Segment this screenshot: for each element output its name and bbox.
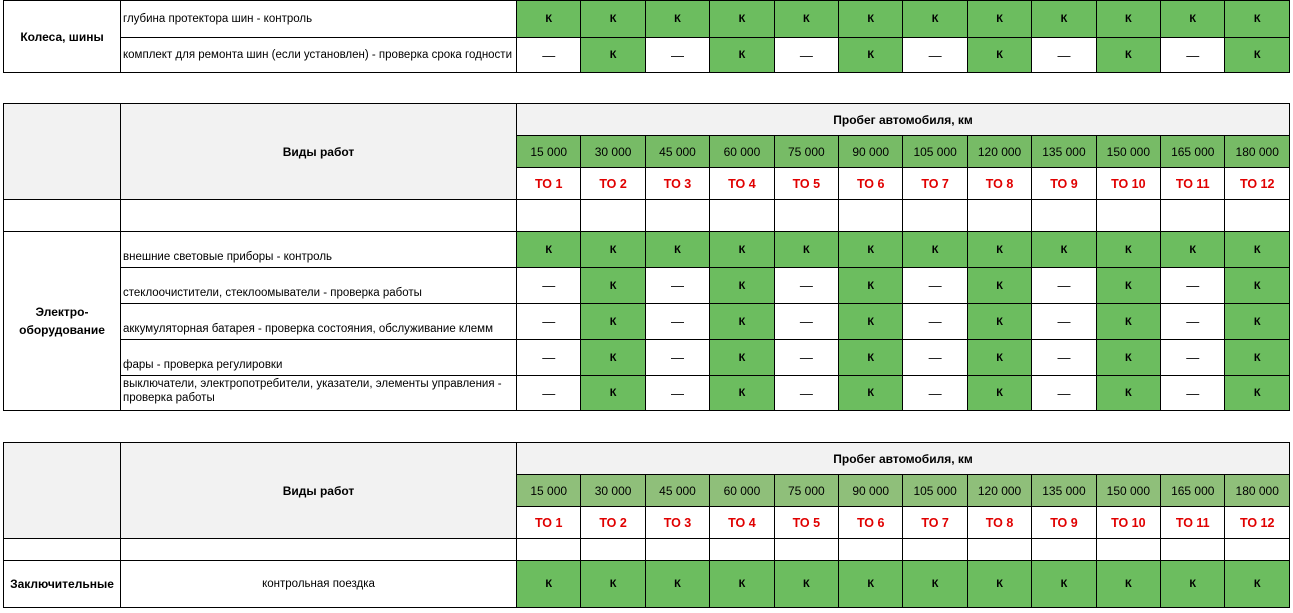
mark-cell: К <box>903 561 967 608</box>
empty-cell <box>121 200 517 232</box>
wheels-table <box>3 0 1290 73</box>
empty-cell <box>1096 200 1160 232</box>
service-header-cell: ТО 8 <box>967 507 1031 539</box>
mark-cell: К <box>903 232 967 268</box>
service-header-cell: ТО 7 <box>903 507 967 539</box>
mark-cell: К <box>581 561 645 608</box>
mark-cell: — <box>774 304 838 340</box>
category-wheels: Колеса, шины <box>4 1 121 73</box>
header-works: Виды работ <box>121 104 517 200</box>
service-header-cell: ТО 7 <box>903 168 967 200</box>
mileage-header-cell: 150 000 <box>1096 475 1160 507</box>
empty-cell <box>4 200 121 232</box>
mark-cell: К <box>1225 268 1290 304</box>
mileage-header-cell: 135 000 <box>1032 136 1096 168</box>
mark-cell: — <box>517 340 581 376</box>
mileage-header-cell: 90 000 <box>839 136 903 168</box>
mark-cell: К <box>774 561 838 608</box>
mark-cell: — <box>517 304 581 340</box>
mileage-header-cell: 165 000 <box>1161 475 1225 507</box>
mark-cell: К <box>1096 1 1160 38</box>
mark-cell: К <box>710 340 774 376</box>
work-label: фары - проверка регулировки <box>121 340 517 376</box>
mark-cell: К <box>839 340 903 376</box>
service-header-cell: ТО 8 <box>967 168 1031 200</box>
mark-cell: К <box>839 304 903 340</box>
empty-cell <box>4 539 121 561</box>
mark-cell: К <box>581 38 645 73</box>
mark-cell: К <box>1032 1 1096 38</box>
mark-cell: К <box>1032 232 1096 268</box>
mark-cell: К <box>903 1 967 38</box>
mark-cell: К <box>967 376 1031 411</box>
mark-cell: К <box>1161 232 1225 268</box>
empty-cell <box>1161 539 1225 561</box>
service-header-cell: ТО 12 <box>1225 507 1290 539</box>
mark-cell: К <box>710 1 774 38</box>
work-label: стеклоочистители, стеклоомыватели - проверка работы <box>121 268 517 304</box>
mark-cell: К <box>710 376 774 411</box>
mark-cell: К <box>517 561 581 608</box>
mark-cell: — <box>774 340 838 376</box>
mark-cell: — <box>1032 304 1096 340</box>
header-mileage: Пробег автомобиля, км <box>517 443 1290 475</box>
empty-cell <box>839 539 903 561</box>
mark-cell: К <box>645 1 709 38</box>
empty-cell <box>1032 200 1096 232</box>
mark-cell: К <box>1161 561 1225 608</box>
empty-cell <box>1161 200 1225 232</box>
service-header-cell: ТО 9 <box>1032 507 1096 539</box>
mark-cell: — <box>774 376 838 411</box>
mark-cell: К <box>1225 304 1290 340</box>
mark-cell: — <box>517 268 581 304</box>
mark-cell: К <box>774 232 838 268</box>
mark-cell: К <box>967 38 1031 73</box>
mark-cell: К <box>967 232 1031 268</box>
header-blank <box>4 443 121 539</box>
empty-cell <box>710 539 774 561</box>
mark-cell: К <box>710 561 774 608</box>
mark-cell: — <box>645 268 709 304</box>
mark-cell: К <box>839 376 903 411</box>
service-header-cell: ТО 5 <box>774 168 838 200</box>
mark-cell: К <box>774 1 838 38</box>
mark-cell: К <box>581 268 645 304</box>
mark-cell: К <box>967 561 1031 608</box>
header-blank <box>4 104 121 200</box>
header-works: Виды работ <box>121 443 517 539</box>
service-header-cell: ТО 5 <box>774 507 838 539</box>
mark-cell: К <box>1225 1 1290 38</box>
mark-cell: — <box>1032 268 1096 304</box>
service-header-cell: ТО 1 <box>517 507 581 539</box>
mark-cell: К <box>839 268 903 304</box>
mark-cell: К <box>967 340 1031 376</box>
mileage-header-cell: 90 000 <box>839 475 903 507</box>
work-label: внешние световые приборы - контроль <box>121 232 517 268</box>
mark-cell: К <box>1032 561 1096 608</box>
mark-cell: К <box>1225 561 1290 608</box>
mark-cell: — <box>1032 38 1096 73</box>
service-header-cell: ТО 12 <box>1225 168 1290 200</box>
work-label: выключатели, электропотребители, указатели, элементы управления - проверка работы <box>121 376 517 411</box>
final-table <box>3 442 1290 608</box>
mark-cell: К <box>645 232 709 268</box>
service-header-cell: ТО 11 <box>1161 507 1225 539</box>
mark-cell: К <box>967 1 1031 38</box>
mark-cell: — <box>1161 340 1225 376</box>
mark-cell: К <box>839 232 903 268</box>
mark-cell: К <box>1096 232 1160 268</box>
mark-cell: К <box>1225 376 1290 411</box>
mark-cell: К <box>1096 376 1160 411</box>
mark-cell: — <box>1032 376 1096 411</box>
mark-cell: К <box>581 340 645 376</box>
empty-cell <box>903 200 967 232</box>
empty-cell <box>517 200 581 232</box>
mark-cell: К <box>839 561 903 608</box>
mileage-header-cell: 105 000 <box>903 136 967 168</box>
mileage-header-cell: 150 000 <box>1096 136 1160 168</box>
mileage-header-cell: 30 000 <box>581 475 645 507</box>
mark-cell: К <box>581 232 645 268</box>
empty-cell <box>645 200 709 232</box>
service-header-cell: ТО 2 <box>581 168 645 200</box>
mark-cell: — <box>1032 340 1096 376</box>
service-header-cell: ТО 3 <box>645 168 709 200</box>
mark-cell: К <box>581 1 645 38</box>
mark-cell: К <box>517 232 581 268</box>
mark-cell: К <box>1096 340 1160 376</box>
mark-cell: К <box>1096 38 1160 73</box>
mileage-header-cell: 15 000 <box>517 475 581 507</box>
service-header-cell: ТО 6 <box>839 168 903 200</box>
empty-cell <box>967 539 1031 561</box>
service-header-cell: ТО 6 <box>839 507 903 539</box>
mark-cell: — <box>645 376 709 411</box>
mark-cell: К <box>839 1 903 38</box>
empty-cell <box>774 200 838 232</box>
empty-cell <box>967 200 1031 232</box>
mark-cell: К <box>1096 268 1160 304</box>
mark-cell: — <box>774 38 838 73</box>
mark-cell: К <box>645 561 709 608</box>
mileage-header-cell: 120 000 <box>967 475 1031 507</box>
empty-cell <box>903 539 967 561</box>
mark-cell: К <box>967 268 1031 304</box>
mark-cell: К <box>1225 340 1290 376</box>
service-header-cell: ТО 9 <box>1032 168 1096 200</box>
service-header-cell: ТО 4 <box>710 507 774 539</box>
empty-cell <box>1096 539 1160 561</box>
mark-cell: — <box>903 376 967 411</box>
empty-cell <box>517 539 581 561</box>
mark-cell: К <box>1096 304 1160 340</box>
mark-cell: — <box>517 376 581 411</box>
empty-cell <box>774 539 838 561</box>
mark-cell: — <box>774 268 838 304</box>
mark-cell: К <box>517 1 581 38</box>
empty-cell <box>581 200 645 232</box>
mark-cell: — <box>1161 304 1225 340</box>
mark-cell: — <box>903 340 967 376</box>
empty-cell <box>710 200 774 232</box>
mark-cell: — <box>903 38 967 73</box>
mileage-header-cell: 45 000 <box>645 136 709 168</box>
service-header-cell: ТО 11 <box>1161 168 1225 200</box>
category-final: Заключительные <box>4 561 121 608</box>
header-mileage: Пробег автомобиля, км <box>517 104 1290 136</box>
mark-cell: К <box>967 304 1031 340</box>
mileage-header-cell: 120 000 <box>967 136 1031 168</box>
empty-cell <box>581 539 645 561</box>
mark-cell: — <box>1161 376 1225 411</box>
empty-cell <box>1032 539 1096 561</box>
mileage-header-cell: 180 000 <box>1225 475 1290 507</box>
empty-cell <box>1225 200 1290 232</box>
service-header-cell: ТО 10 <box>1096 168 1160 200</box>
empty-cell <box>121 539 517 561</box>
service-header-cell: ТО 10 <box>1096 507 1160 539</box>
service-header-cell: ТО 3 <box>645 507 709 539</box>
mark-cell: — <box>903 268 967 304</box>
empty-cell <box>1225 539 1290 561</box>
mileage-header-cell: 105 000 <box>903 475 967 507</box>
mark-cell: К <box>710 232 774 268</box>
mileage-header-cell: 15 000 <box>517 136 581 168</box>
mileage-header-cell: 60 000 <box>710 136 774 168</box>
mark-cell: К <box>839 38 903 73</box>
mileage-header-cell: 30 000 <box>581 136 645 168</box>
mark-cell: — <box>645 304 709 340</box>
service-header-cell: ТО 2 <box>581 507 645 539</box>
mark-cell: К <box>1225 38 1290 73</box>
work-label: глубина протектора шин - контроль <box>121 1 517 38</box>
mark-cell: — <box>1161 268 1225 304</box>
mark-cell: К <box>581 376 645 411</box>
electrical-table <box>3 103 1290 411</box>
mark-cell: К <box>1161 1 1225 38</box>
work-label: контрольная поездка <box>121 561 517 608</box>
mark-cell: — <box>1161 38 1225 73</box>
service-header-cell: ТО 1 <box>517 168 581 200</box>
mark-cell: К <box>710 38 774 73</box>
mileage-header-cell: 45 000 <box>645 475 709 507</box>
mark-cell: — <box>517 38 581 73</box>
mark-cell: К <box>1096 561 1160 608</box>
mileage-header-cell: 135 000 <box>1032 475 1096 507</box>
category-electrical: Электро- оборудование <box>4 232 121 411</box>
mileage-header-cell: 75 000 <box>774 136 838 168</box>
mark-cell: — <box>903 304 967 340</box>
empty-cell <box>839 200 903 232</box>
work-label: комплект для ремонта шин (если установлен) - проверка срока годности <box>121 38 517 73</box>
mark-cell: К <box>581 304 645 340</box>
mileage-header-cell: 75 000 <box>774 475 838 507</box>
work-label: аккумуляторная батарея - проверка состояния, обслуживание клемм <box>121 304 517 340</box>
mark-cell: К <box>710 268 774 304</box>
empty-cell <box>645 539 709 561</box>
mark-cell: — <box>645 340 709 376</box>
mileage-header-cell: 180 000 <box>1225 136 1290 168</box>
mileage-header-cell: 165 000 <box>1161 136 1225 168</box>
mark-cell: — <box>645 38 709 73</box>
mark-cell: К <box>710 304 774 340</box>
mark-cell: К <box>1225 232 1290 268</box>
service-header-cell: ТО 4 <box>710 168 774 200</box>
mileage-header-cell: 60 000 <box>710 475 774 507</box>
